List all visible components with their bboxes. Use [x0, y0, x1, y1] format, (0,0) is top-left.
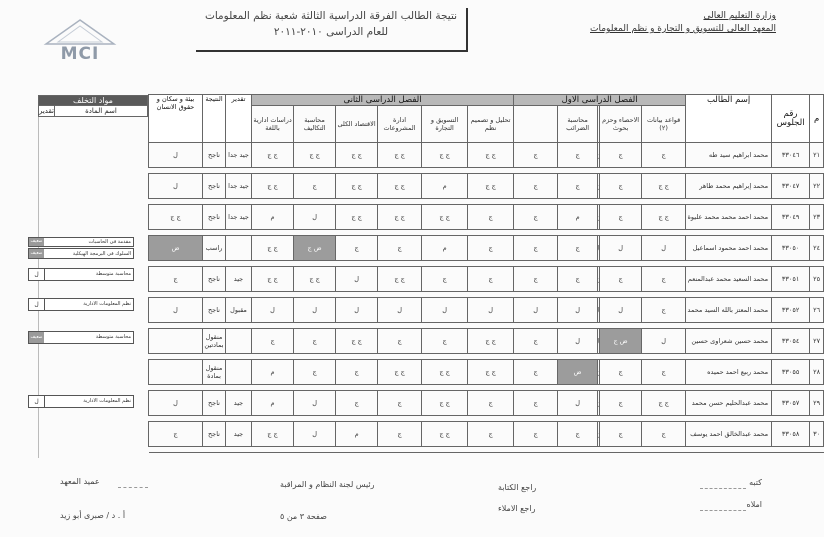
env-grade: ج	[149, 422, 203, 447]
t2-grade-cell: ج ج	[336, 205, 378, 230]
t1-grade-cell	[598, 360, 600, 385]
env-grade	[149, 360, 203, 385]
t2-grade-cell: ج	[468, 267, 514, 292]
t2-grade-cell: ج	[294, 360, 336, 385]
t2-grade-cell: ج ج	[252, 143, 294, 168]
t2-grade-cell: ض ج	[294, 236, 336, 261]
t1-grade-cell	[598, 205, 600, 230]
overall-grade: جيد جدا	[226, 174, 252, 199]
t1-grade-cell	[598, 236, 600, 261]
t2-grade-cell: ج ج	[252, 422, 294, 447]
t2-grade-cell: ج ج	[422, 205, 468, 230]
t1-grade-cell: ل	[514, 298, 558, 323]
table-row	[149, 422, 824, 447]
t2-grade-cell: ل	[294, 205, 336, 230]
result-cell: راسب	[203, 236, 226, 261]
seat-number: ٣٣٠٤٧	[772, 174, 810, 199]
t1-grade-cell: م	[558, 205, 598, 230]
t1-grade-cell: ض ج	[600, 329, 642, 354]
table-row	[149, 391, 824, 416]
t2-grade-cell: ج ج	[468, 174, 514, 199]
dictated-label: املاه	[746, 500, 762, 509]
t2-grade-cell: م	[336, 422, 378, 447]
t1-grade-cell: ج	[600, 205, 642, 230]
row-number: ٢٤	[810, 236, 824, 261]
t1-grade-cell: ج ج	[642, 391, 686, 416]
t2-grade-cell: ج	[468, 391, 514, 416]
t2-grade-cell: ج	[468, 236, 514, 261]
t2-grade-cell: ل	[378, 298, 422, 323]
row-number: ٢٣	[810, 205, 824, 230]
seat-number: ٣٣٠٤٦	[772, 143, 810, 168]
t1-grade-cell: ج	[514, 267, 558, 292]
t1-grade-cell: ل	[642, 236, 686, 261]
t2-grade-cell: ج ج	[422, 422, 468, 447]
row-number: ٢٥	[810, 267, 824, 292]
t1-grade-cell	[598, 329, 600, 354]
t1-grade-cell: ج ج	[642, 205, 686, 230]
t2-grade-cell: ج	[422, 267, 468, 292]
env-grade: ج	[149, 267, 203, 292]
t1-grade-cell: ج	[600, 267, 642, 292]
ministry-name: وزارة التعليم العالى	[703, 11, 776, 21]
t2-grade-cell: ج ج	[378, 143, 422, 168]
logo-text: MCI	[60, 44, 100, 64]
t1-subject-header: الاحصاء وحزم بحوث	[600, 106, 642, 143]
page-number: صفحة ٣ من ٥	[280, 512, 327, 521]
ministry-block	[546, 10, 776, 36]
t1-grade-cell: ج	[558, 267, 598, 292]
t1-grade-cell	[598, 267, 600, 292]
t1-grade-cell: ج	[514, 391, 558, 416]
t1-grade-cell: ض	[558, 360, 598, 385]
t1-grade-cell: ج ج	[642, 174, 686, 199]
t2-grade-cell: ج ج	[468, 143, 514, 168]
t1-grade-cell: ج	[558, 422, 598, 447]
t2-grade-cell: ل	[422, 298, 468, 323]
failed-subjects-table	[38, 95, 148, 117]
t2-grade-cell: ج ج	[468, 360, 514, 385]
table-row	[149, 267, 824, 292]
t2-grade-cell: م	[252, 360, 294, 385]
t2-subject-header: تحليل و تصميم نظم	[468, 106, 514, 143]
t1-grade-cell	[598, 422, 600, 447]
result-cell: ناجح	[203, 143, 226, 168]
t2-grade-cell: ج	[336, 236, 378, 261]
failed-item: ضعيف السلوك فى البرمجة الهيكلية	[28, 248, 134, 259]
result-cell: منقول بمادة	[203, 360, 226, 385]
overall-grade: جيد جدا	[226, 205, 252, 230]
seat-number: ٣٣٠٥٤	[772, 329, 810, 354]
term2-header: الفصل الدراسى الثانى	[252, 95, 514, 106]
t2-grade-cell: ج	[294, 329, 336, 354]
t1-grade-cell	[598, 174, 600, 199]
result-header: النتيجة	[203, 95, 226, 143]
term1-header: الفصل الدراسى الاول	[514, 95, 686, 106]
t1-grade-cell: ج	[600, 391, 642, 416]
clerk-line	[700, 488, 746, 489]
name-header: إسم الطالب	[686, 95, 772, 143]
dean-label: عميد المعهد	[60, 477, 100, 486]
t2-grade-cell: ج ج	[252, 267, 294, 292]
t1-grade-cell: ج	[514, 236, 558, 261]
t2-grade-cell: ج ج	[336, 143, 378, 168]
t2-grade-cell: ج ج	[294, 267, 336, 292]
t1-grade-cell: ج	[600, 360, 642, 385]
t2-grade-cell: ج ج	[422, 360, 468, 385]
t1-grade-cell: ج	[514, 205, 558, 230]
student-name: محمد إبراهيم محمد طاهر	[686, 174, 772, 199]
t1-grade-cell: ل	[642, 329, 686, 354]
t1-grade-cell	[598, 391, 600, 416]
title-line-2: للعام الدراسى ٢٠١٠-٢٠١١	[273, 26, 389, 38]
t2-subject-header: التسويق و التجارة	[422, 106, 468, 143]
env-grade: ل	[149, 298, 203, 323]
row-spacer	[149, 447, 824, 453]
failed-item: ل نظم المعلومات الادارية	[28, 395, 134, 408]
t2-grade-cell: ج	[422, 329, 468, 354]
row-number: ٢٨	[810, 360, 824, 385]
env-header: بيئة و سكان و حقوق الانسان	[149, 95, 203, 143]
overall-grade: مقبول	[226, 298, 252, 323]
table-row	[149, 143, 824, 168]
overall-grade	[226, 360, 252, 385]
t1-grade-cell: ج	[600, 143, 642, 168]
table-row	[149, 329, 824, 354]
overall-grade: جيد	[226, 391, 252, 416]
t2-grade-cell: ج ج	[378, 205, 422, 230]
t1-grade-cell	[598, 298, 600, 323]
t1-subject-header	[514, 106, 558, 143]
table-row	[149, 360, 824, 385]
t1-grade-cell: ج	[600, 174, 642, 199]
result-cell: ناجح	[203, 391, 226, 416]
result-cell: ناجح	[203, 298, 226, 323]
row-spacer-cell	[149, 447, 824, 453]
t2-grade-cell: ج ج	[378, 360, 422, 385]
results-table	[148, 94, 824, 453]
student-name: محمد عبدالحليم حسن محمد	[686, 391, 772, 416]
t1-grade-cell	[598, 143, 600, 168]
row-number: ٢٩	[810, 391, 824, 416]
student-name: محمد ابراهيم سيد طه	[686, 143, 772, 168]
table-row	[149, 298, 824, 323]
env-grade: ل	[149, 391, 203, 416]
t2-grade-cell: م	[252, 205, 294, 230]
env-grade: ل	[149, 174, 203, 199]
t1-subject-header: محاسبة الضرائب	[558, 106, 598, 143]
t1-grade-cell: ج	[514, 422, 558, 447]
table-row	[149, 174, 824, 199]
failed-grade-header: تقدير	[39, 107, 54, 115]
t1-grade-cell: ج	[558, 143, 598, 168]
t2-grade-cell: ج ج	[422, 391, 468, 416]
t1-grade-cell: ل	[600, 298, 642, 323]
overall-grade: جيد	[226, 422, 252, 447]
student-name: محمد عبدالخالق احمد يوسف	[686, 422, 772, 447]
seat-number: ٣٣٠٤٩	[772, 205, 810, 230]
t1-grade-cell: ج	[514, 329, 558, 354]
row-number: ٢١	[810, 143, 824, 168]
t2-grade-cell: ج ج	[378, 174, 422, 199]
student-name: محمد المعتز بالله السيد محمد	[686, 298, 772, 323]
t2-grade-cell: ل	[252, 298, 294, 323]
result-cell: ناجح	[203, 205, 226, 230]
failed-subject-header: اسم المادة	[55, 106, 148, 117]
t2-grade-cell: م	[422, 174, 468, 199]
dean-name: أ . د / صبرى أبو زيد	[60, 511, 126, 520]
seat-number: ٣٣٠٥٢	[772, 298, 810, 323]
overall-grade	[226, 329, 252, 354]
student-name: محمد السعيد محمد عبدالمنعم	[686, 267, 772, 292]
t2-grade-cell: ج ج	[336, 174, 378, 199]
t1-grade-cell: ج	[642, 267, 686, 292]
failed-title: مواد التخلف	[39, 96, 148, 106]
t1-grade-cell: ج	[514, 143, 558, 168]
t1-grade-cell: ج	[558, 236, 598, 261]
result-cell: ناجح	[203, 267, 226, 292]
result-cell: ناجح	[203, 174, 226, 199]
t2-grade-cell: ج	[468, 422, 514, 447]
t2-grade-cell: م	[422, 236, 468, 261]
row-number: ٢٢	[810, 174, 824, 199]
t1-subject-header: قواعد بيانات (٢)	[642, 106, 686, 143]
t1-grade-cell: ل	[558, 391, 598, 416]
t2-grade-cell: ل	[294, 391, 336, 416]
t2-grade-cell: ج	[336, 391, 378, 416]
title-line-1: نتيجة الطالب الفرقة الدراسية الثالثة شعبة نظم المعلومات	[204, 10, 458, 22]
env-grade: ل	[149, 143, 203, 168]
failed-item: ل محاسبة متوسطة	[28, 268, 134, 281]
term-header-row	[149, 95, 824, 106]
institute-name: المعهد العالى للتسويق و التجارة و نظم المعلومات	[590, 24, 776, 34]
seat-number: ٣٣٠٥٨	[772, 422, 810, 447]
t1-subject-header	[598, 106, 600, 143]
row-number: ٢٧	[810, 329, 824, 354]
t2-grade-cell: ج	[336, 360, 378, 385]
table-row	[149, 205, 824, 230]
t2-subject-header: دراسات ادارية باللغة	[252, 106, 294, 143]
t1-grade-cell: ج	[642, 422, 686, 447]
result-cell: ناجح	[203, 422, 226, 447]
overall-grade	[226, 236, 252, 261]
clerk-label: كتبه	[749, 478, 762, 487]
t1-grade-cell: ج	[642, 143, 686, 168]
failed-item: ضعيف مقدمة فى الحاسبات	[28, 237, 134, 247]
t2-grade-cell: ج	[468, 205, 514, 230]
t2-grade-cell: ج	[378, 329, 422, 354]
t2-subject-header: الاقتصاد الكلى	[336, 106, 378, 143]
failed-item: ضعيف محاسبة متوسطة	[28, 331, 134, 344]
student-name: محمد احمد محمد محمد عليوة	[686, 205, 772, 230]
t2-grade-cell: ل	[336, 298, 378, 323]
t2-grade-cell: ل	[294, 422, 336, 447]
seat-number: ٣٣٠٥٠	[772, 236, 810, 261]
t2-grade-cell: ج	[378, 391, 422, 416]
t2-grade-cell: ج ج	[336, 329, 378, 354]
t2-subject-header: محاسبة التكاليف	[294, 106, 336, 143]
failed-item: ل نظم المعلومات الادارية	[28, 298, 134, 311]
student-name: محمد احمد محمود اسماعيل	[686, 236, 772, 261]
result-cell: منقول بمادتين	[203, 329, 226, 354]
t2-grade-cell: ل	[336, 267, 378, 292]
t2-grade-cell: ج ج	[422, 143, 468, 168]
seat-header: رقم الجلوس	[772, 95, 810, 143]
t2-subject-header: ادارة المشروعات	[378, 106, 422, 143]
t1-grade-cell: ل	[600, 236, 642, 261]
t1-grade-cell: ج	[558, 174, 598, 199]
dean-line	[118, 487, 148, 488]
t2-grade-cell: ج	[252, 329, 294, 354]
row-number: ٣٠	[810, 422, 824, 447]
reviewer-writing-label: راجع الكتابة	[498, 483, 537, 492]
t2-grade-cell: ج ج	[252, 236, 294, 261]
t2-grade-cell: ج ج	[468, 329, 514, 354]
t2-grade-cell: ج ج	[378, 267, 422, 292]
t2-grade-cell: م	[252, 391, 294, 416]
t1-grade-cell: ج	[600, 422, 642, 447]
table-row	[149, 236, 824, 261]
t1-grade-cell: ج	[642, 360, 686, 385]
t1-grade-cell: ل	[558, 298, 598, 323]
t1-grade-cell: ل	[558, 329, 598, 354]
t2-grade-cell: ج ج	[252, 174, 294, 199]
env-grade: ج ج	[149, 205, 203, 230]
seat-number: ٣٣٠٥١	[772, 267, 810, 292]
row-number: ٢٦	[810, 298, 824, 323]
student-name: محمد ربيع احمد حميده	[686, 360, 772, 385]
env-grade	[149, 329, 203, 354]
t2-grade-cell: ج	[378, 422, 422, 447]
t2-grade-cell: ج	[294, 174, 336, 199]
overall-grade: جيد جدا	[226, 143, 252, 168]
t2-grade-cell: ل	[468, 298, 514, 323]
t2-grade-cell: ج	[378, 236, 422, 261]
dictated-line	[700, 510, 746, 511]
t1-grade-cell: ج	[514, 360, 558, 385]
grade-header: تقدير	[226, 95, 252, 143]
document-title	[196, 8, 468, 52]
t2-grade-cell: ل	[294, 298, 336, 323]
t1-grade-cell: ج	[514, 174, 558, 199]
student-name: محمد حسين شعراوى حسين	[686, 329, 772, 354]
seat-number: ٣٣٠٥٧	[772, 391, 810, 416]
no-header: م	[810, 95, 824, 143]
seat-number: ٣٣٠٥٥	[772, 360, 810, 385]
overall-grade: جيد	[226, 267, 252, 292]
env-grade: ض	[149, 236, 203, 261]
t2-grade-cell: ج ج	[294, 143, 336, 168]
t1-grade-cell: ج	[642, 298, 686, 323]
reviewer-dictation-label: راجع الاملاء	[498, 504, 536, 513]
committee-head-label: رئيس لجنة النظام و المراقبة	[280, 480, 375, 489]
